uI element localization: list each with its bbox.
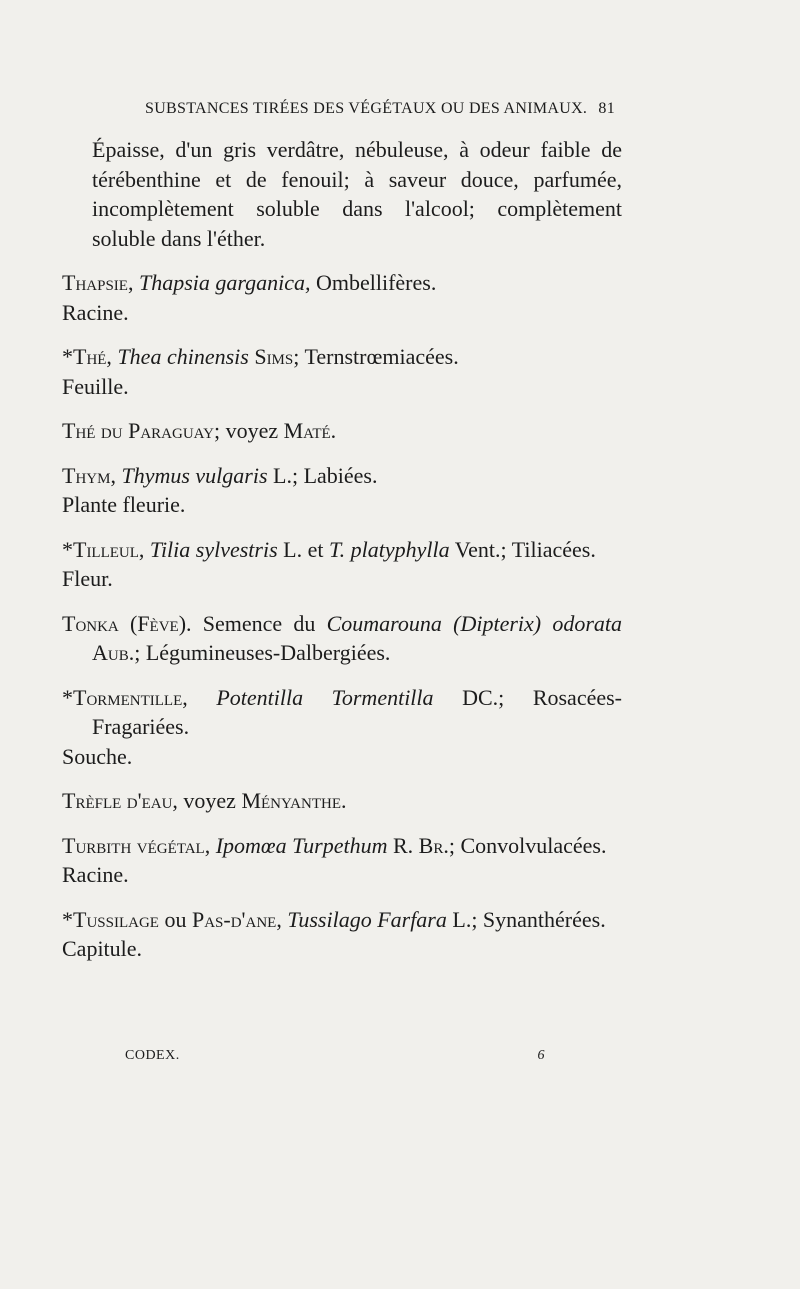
entry-thym: Thym, Thymus vulgaris L.; Labiées. Plante fleurie.	[62, 462, 378, 517]
entry-the: *Thé, Thea chinensis Sims; Ternstrœmiacées. Feuille.	[62, 344, 459, 399]
entry-thapsie: Thapsie, Thapsia garganica, Ombellifères. Racine.	[62, 270, 437, 325]
header-title: SUBSTANCES TIRÉES DES VÉGÉTAUX OU DES ANIMAUX.	[145, 100, 588, 117]
entry-tonka: Tonka (Fève). Semence du Coumarouna (Dipterix) odorata Aub.; Légumineuses-Dalbergiées.	[62, 610, 622, 665]
running-header	[145, 100, 615, 118]
signature-number: 6	[537, 1048, 545, 1063]
description-paragraph: Épaisse, d'un gris verdâtre, nébuleuse, à odeur faible de térébenthine et de fenouil; à saveur douce, parfumée, incomplètement soluble dans l'alcool; complètement soluble dans l'éther.	[92, 137, 622, 251]
entry-tussilage: *Tussilage ou Pas-d'ane, Tussilago Farfara L.; Synanthérées. Capitule.	[62, 906, 606, 961]
signature-codex: CODEX.	[125, 1048, 180, 1063]
page-footer	[125, 1048, 545, 1064]
body-text	[62, 135, 622, 964]
entry-turbith: Turbith végétal, Ipomœa Turpethum R. Br.; Convolvulacées. Racine.	[62, 832, 607, 887]
entry-tormentille: *Tormentille, Potentilla Tormentilla DC.; Rosacées-Fragariées. Souche.	[62, 684, 623, 769]
entry-trefle-d-eau: Trèfle d'eau, voyez Ményanthe.	[62, 788, 347, 813]
page-number: 81	[598, 100, 615, 117]
entry-the-paraguay: Thé du Paraguay; voyez Maté.	[62, 418, 337, 443]
entry-tilleul: *Tilleul, Tilia sylvestris L. et T. platyphylla Vent.; Tiliacées. Fleur.	[62, 536, 596, 591]
